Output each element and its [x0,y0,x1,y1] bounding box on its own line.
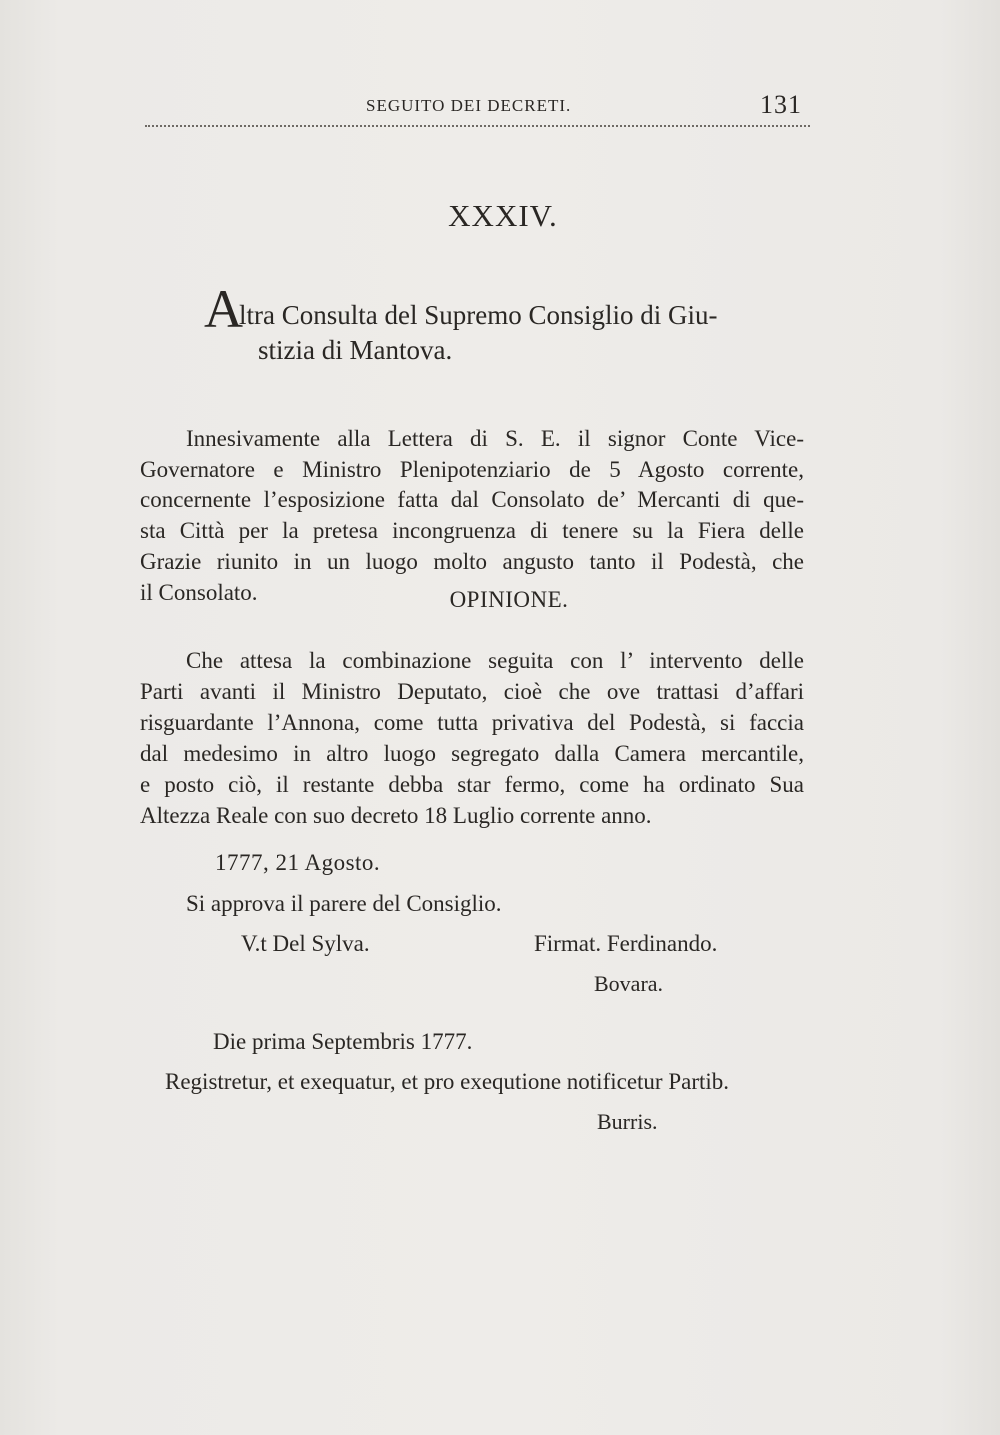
preamble-line: Innesivamente alla Lettera di S. E. il signor Conte Vice- [186,426,804,451]
die-line: Die prima Septembris 1777. [213,1029,473,1054]
running-title: SEGUITO DEI DECRETI. [366,96,572,115]
running-head [0,90,1000,126]
opinione-line: e posto ciò, il restante debba star fermo, come ha ordinato Sua [140,772,804,797]
opinione-heading: OPINIONE. [449,587,569,612]
header-divider [145,125,810,127]
signature-ferdinando: Firmat. Ferdinando. [534,931,718,956]
opinione-line: Parti avanti il Ministro Deputato, cioè che ove trattasi d’affari [140,679,804,704]
title-line-2: stizia di Mantova. [258,335,453,365]
preamble-line: il Consolato. [140,580,258,605]
opinione-line: dal medesimo in altro luogo segregato dalla Camera mercantile, [140,741,804,766]
preamble-line: sta Città per la pretesa incongruenza di tenere su la Fiera delle [140,518,804,543]
opinione-line: risguardante l’Annona, come tutta privativa del Podestà, si faccia [140,710,804,735]
title-line-1: ltra Consulta del Supremo Consiglio di Giu- [239,300,718,330]
drop-cap: A [204,279,243,339]
section-number: XXXIV. [448,198,558,233]
preamble-line: Governatore e Ministro Plenipotenziario de 5 Agosto corrente, [140,457,804,482]
approval-line: Si approva il parere del Consiglio. [186,891,502,916]
opinione-line: Altezza Reale con suo decreto 18 Luglio corrente anno. [140,803,652,828]
signature-burris: Burris. [597,1109,658,1134]
signature-bovara: Bovara. [594,971,664,996]
signature-del-sylva: V.t Del Sylva. [241,931,370,956]
page-number: 131 [760,90,802,119]
date-line: 1777, 21 Agosto. [215,850,381,875]
registretur-line: Registretur, et exequatur, et pro exequtione notificetur Partib. [165,1069,730,1094]
preamble-line: concernente l’esposizione fatta dal Consolato de’ Mercanti di que- [140,487,804,512]
preamble-line: Grazie riunito in un luogo molto angusto tanto il Podestà, che [140,549,804,574]
opinione-line: Che attesa la combinazione seguita con l’ intervento delle [186,648,804,673]
